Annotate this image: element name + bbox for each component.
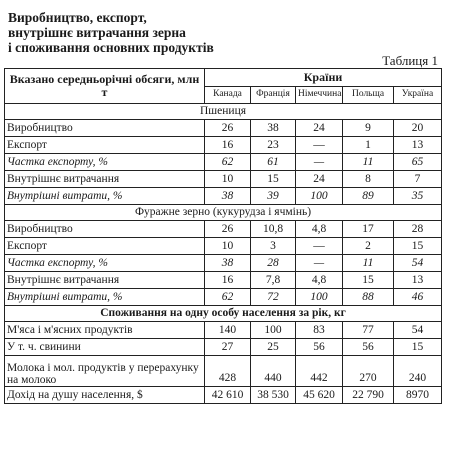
- country-header: Німеччина: [296, 86, 343, 104]
- value-cell: 10,8: [251, 221, 296, 238]
- row-label: Внутрішнє витрачання: [5, 272, 205, 289]
- row-label: Внутрішні витрати, %: [5, 289, 205, 306]
- value-cell: 38: [205, 255, 251, 272]
- row-label: Внутрішні витрати, %: [5, 188, 205, 205]
- document-title: [8, 10, 308, 55]
- table-row: [5, 171, 442, 188]
- value-cell: 3: [251, 238, 296, 255]
- header-left: Вказано середньорічні обсяги, млн т: [5, 69, 205, 104]
- value-cell: 22 790: [343, 387, 394, 404]
- value-cell: —: [296, 154, 343, 171]
- value-cell: 56: [296, 339, 343, 356]
- table-row: [5, 221, 442, 238]
- value-cell: 62: [205, 289, 251, 306]
- value-cell: 35: [394, 188, 442, 205]
- value-cell: 28: [394, 221, 442, 238]
- row-label: Молока і мол. продуктів у перерахунку на молоко: [5, 356, 205, 387]
- row-label: Виробництво: [5, 120, 205, 137]
- value-cell: 54: [394, 255, 442, 272]
- value-cell: 28: [251, 255, 296, 272]
- value-cell: 7,8: [251, 272, 296, 289]
- title-line-3: і споживання основних продуктів: [8, 40, 214, 55]
- header-countries: Країни: [205, 69, 442, 87]
- value-cell: 15: [343, 272, 394, 289]
- table-label: Таблиця 1: [382, 53, 438, 68]
- section-title: Пшениця: [5, 104, 442, 120]
- value-cell: 1: [343, 137, 394, 154]
- value-cell: 23: [251, 137, 296, 154]
- value-cell: 140: [205, 322, 251, 339]
- value-cell: —: [296, 238, 343, 255]
- table-row: [5, 188, 442, 205]
- value-cell: 10: [205, 238, 251, 255]
- table-row: [5, 387, 442, 404]
- value-cell: 100: [296, 188, 343, 205]
- table-row: [5, 272, 442, 289]
- table-row: [5, 255, 442, 272]
- value-cell: 100: [251, 322, 296, 339]
- title-line-2: внутрішнє витрачання зерна: [8, 25, 186, 40]
- row-label: Виробництво: [5, 221, 205, 238]
- value-cell: 11: [343, 154, 394, 171]
- table-row: [5, 120, 442, 137]
- value-cell: 10: [205, 171, 251, 188]
- value-cell: 26: [205, 120, 251, 137]
- value-cell: 2: [343, 238, 394, 255]
- table-row: [5, 154, 442, 171]
- value-cell: 442: [296, 356, 343, 387]
- value-cell: —: [296, 137, 343, 154]
- table-row: [5, 137, 442, 154]
- value-cell: 7: [394, 171, 442, 188]
- value-cell: 56: [343, 339, 394, 356]
- value-cell: 54: [394, 322, 442, 339]
- value-cell: 17: [343, 221, 394, 238]
- value-cell: 83: [296, 322, 343, 339]
- value-cell: 25: [251, 339, 296, 356]
- value-cell: 240: [394, 356, 442, 387]
- value-cell: 24: [296, 171, 343, 188]
- value-cell: 88: [343, 289, 394, 306]
- value-cell: 62: [205, 154, 251, 171]
- data-table: [4, 68, 442, 404]
- country-header: Україна: [394, 86, 442, 104]
- value-cell: 15: [394, 339, 442, 356]
- table-row: [5, 339, 442, 356]
- value-cell: 9: [343, 120, 394, 137]
- value-cell: 38: [205, 188, 251, 205]
- section-row: [5, 306, 442, 322]
- row-label: Експорт: [5, 137, 205, 154]
- row-label: Експорт: [5, 238, 205, 255]
- table-row: [5, 322, 442, 339]
- row-label: Внутрішнє витрачання: [5, 171, 205, 188]
- value-cell: 8970: [394, 387, 442, 404]
- value-cell: 38 530: [251, 387, 296, 404]
- title-line-1: Виробництво, експорт,: [8, 10, 147, 25]
- value-cell: 16: [205, 272, 251, 289]
- value-cell: 15: [394, 238, 442, 255]
- country-header: Польща: [343, 86, 394, 104]
- value-cell: 13: [394, 272, 442, 289]
- value-cell: 4,8: [296, 272, 343, 289]
- value-cell: 65: [394, 154, 442, 171]
- row-label: М'яса і м'ясних продуктів: [5, 322, 205, 339]
- table-row: [5, 289, 442, 306]
- row-label: У т. ч. свинини: [5, 339, 205, 356]
- section-row: [5, 205, 442, 221]
- section-title: Фуражне зерно (кукурудза і ячмінь): [5, 205, 442, 221]
- country-header: Франція: [251, 86, 296, 104]
- value-cell: 42 610: [205, 387, 251, 404]
- value-cell: 440: [251, 356, 296, 387]
- value-cell: 38: [251, 120, 296, 137]
- value-cell: 27: [205, 339, 251, 356]
- value-cell: 46: [394, 289, 442, 306]
- row-label: Частка експорту, %: [5, 154, 205, 171]
- value-cell: 39: [251, 188, 296, 205]
- section-row: [5, 104, 442, 120]
- value-cell: 11: [343, 255, 394, 272]
- value-cell: 45 620: [296, 387, 343, 404]
- section-title: Споживання на одну особу населення за рік, кг: [5, 306, 442, 322]
- value-cell: 72: [251, 289, 296, 306]
- value-cell: 89: [343, 188, 394, 205]
- value-cell: 100: [296, 289, 343, 306]
- value-cell: 61: [251, 154, 296, 171]
- table-row: [5, 356, 442, 387]
- value-cell: 16: [205, 137, 251, 154]
- row-label: Частка експорту, %: [5, 255, 205, 272]
- table-row: [5, 238, 442, 255]
- value-cell: 270: [343, 356, 394, 387]
- value-cell: 4,8: [296, 221, 343, 238]
- row-label: Дохід на душу населення, $: [5, 387, 205, 404]
- value-cell: 24: [296, 120, 343, 137]
- value-cell: 20: [394, 120, 442, 137]
- value-cell: 13: [394, 137, 442, 154]
- value-cell: 428: [205, 356, 251, 387]
- value-cell: 15: [251, 171, 296, 188]
- value-cell: 77: [343, 322, 394, 339]
- country-header: Канада: [205, 86, 251, 104]
- value-cell: 8: [343, 171, 394, 188]
- value-cell: —: [296, 255, 343, 272]
- value-cell: 26: [205, 221, 251, 238]
